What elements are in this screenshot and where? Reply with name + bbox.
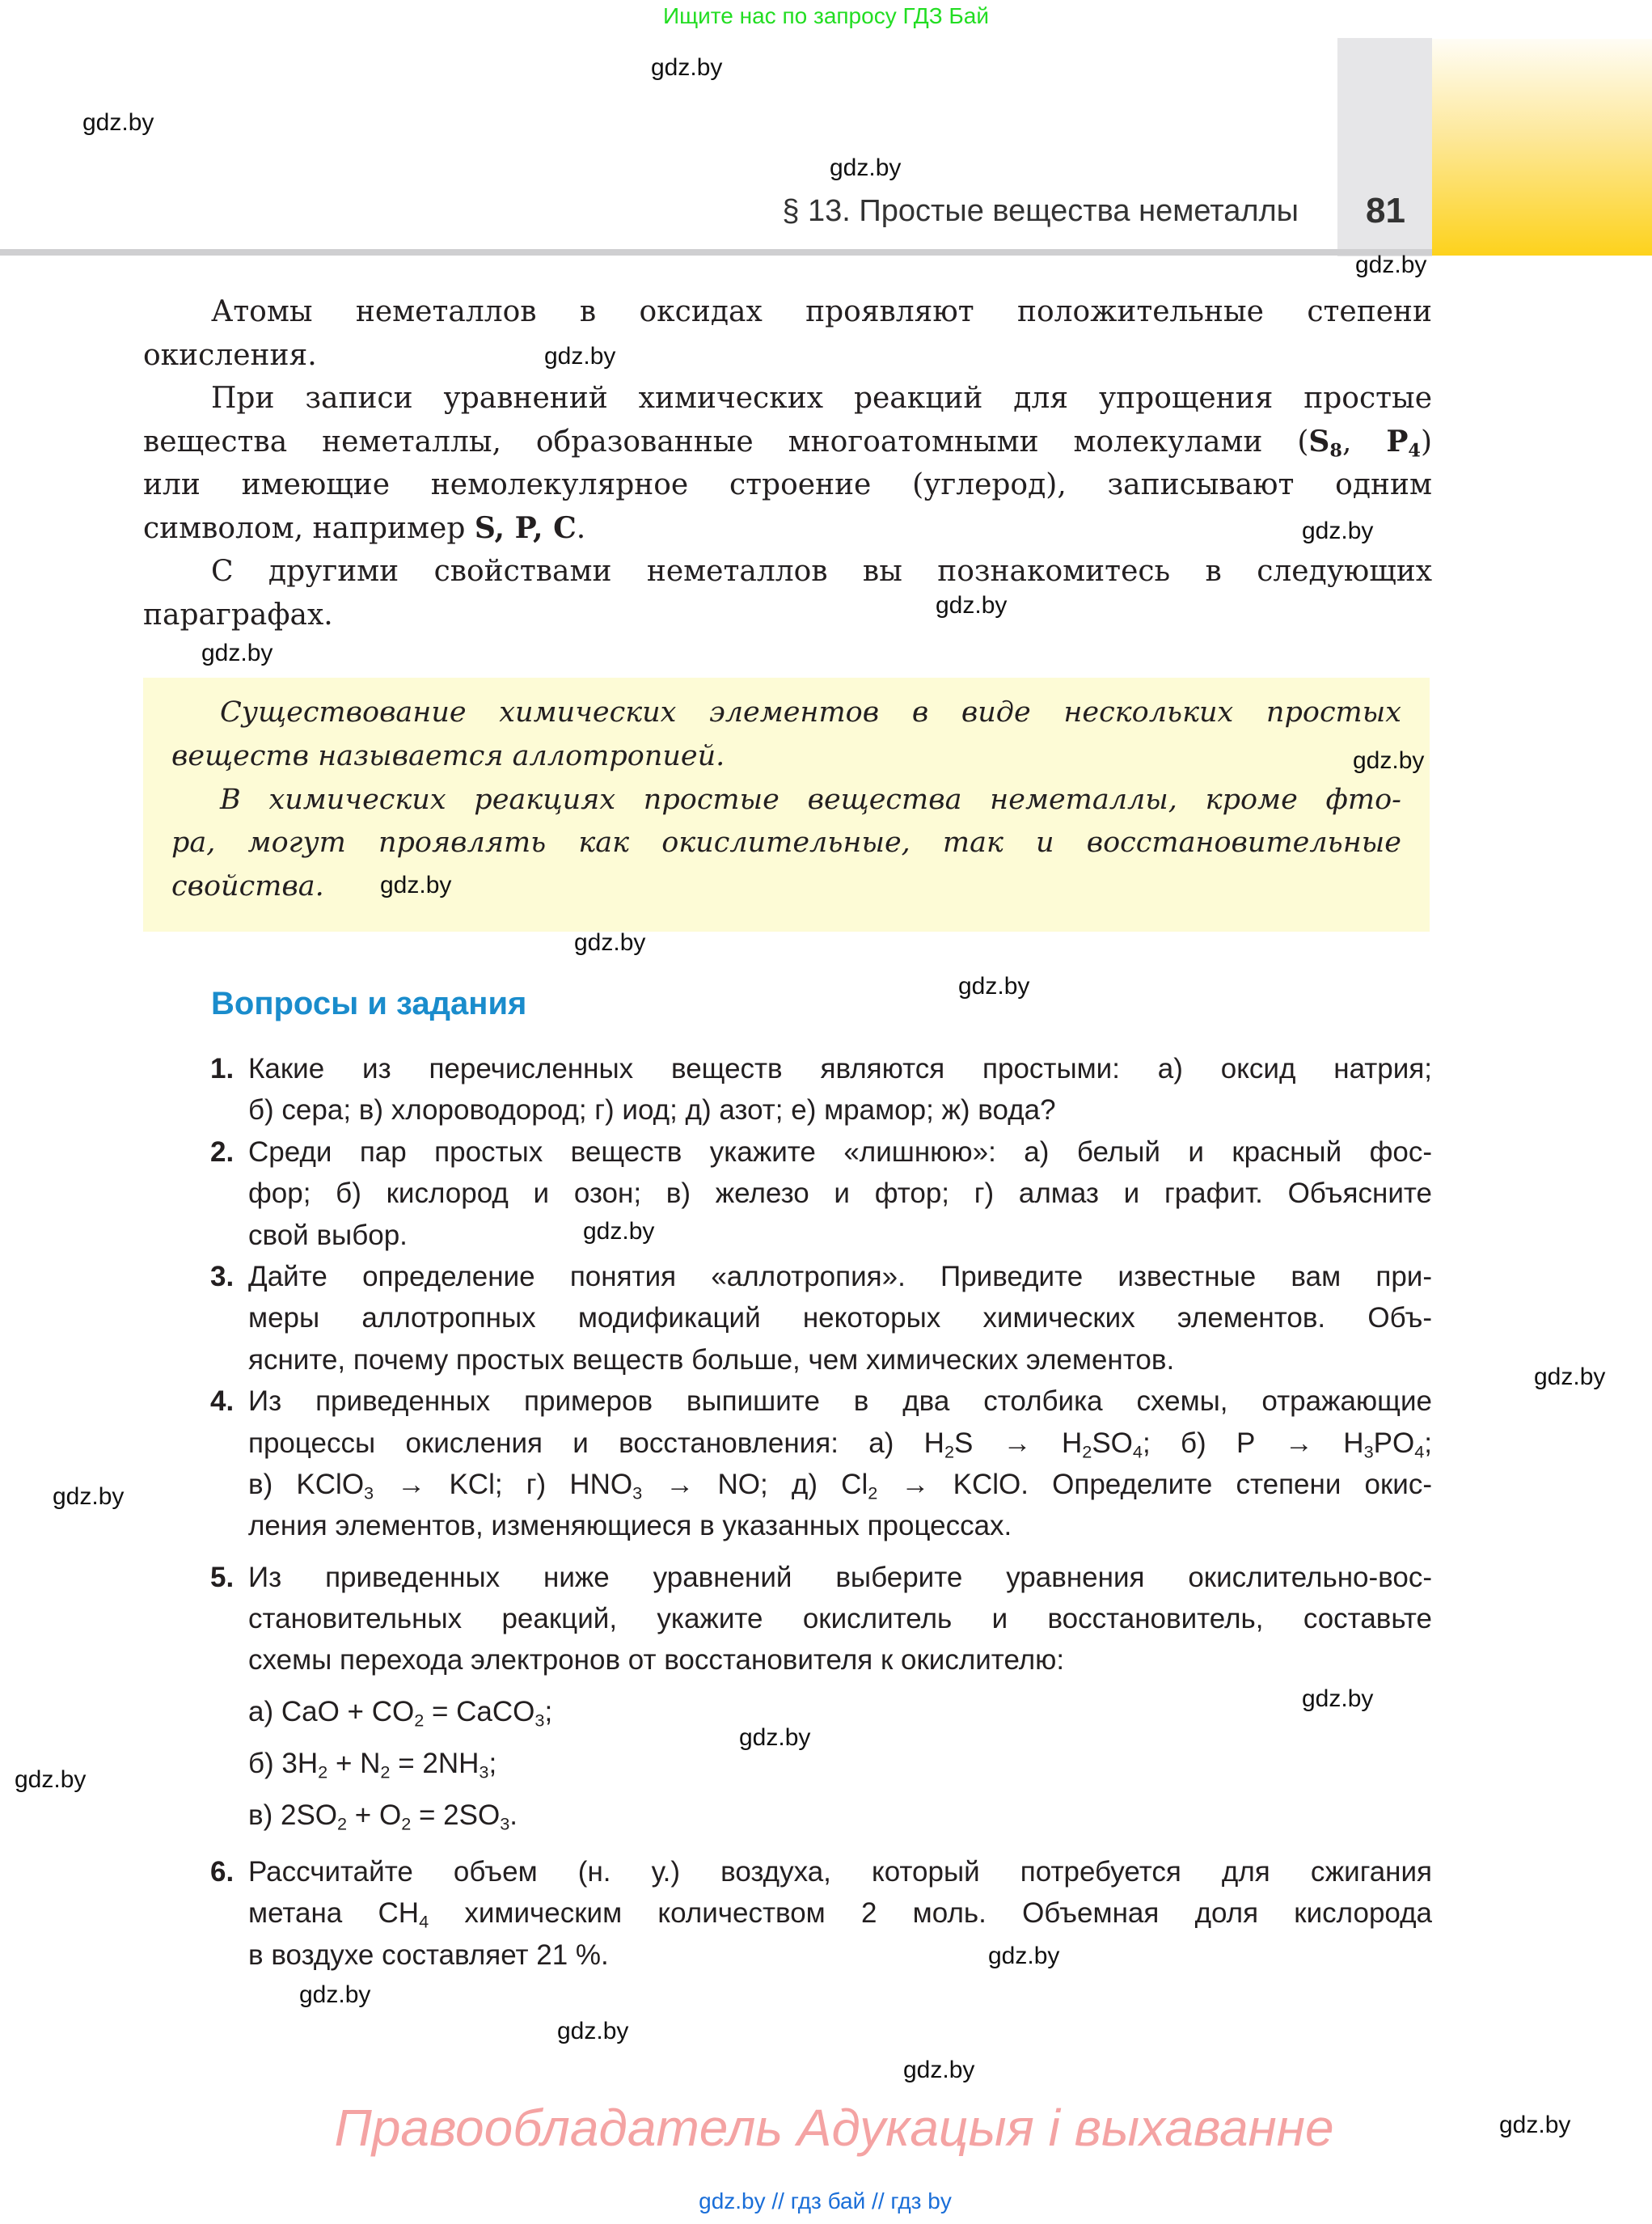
subscript: 4 — [1414, 1441, 1425, 1462]
equation — [248, 1790, 1432, 1841]
text-span: окисления. — [143, 338, 317, 372]
text-span: S — [1308, 424, 1330, 459]
text-span: = 2SO — [411, 1799, 501, 1831]
text-line — [143, 550, 1432, 594]
text-line — [143, 421, 1432, 464]
definition-box — [143, 678, 1430, 932]
text-line — [171, 735, 1401, 779]
subscript: 3 — [479, 1761, 489, 1782]
text-line — [171, 779, 1401, 822]
text-line — [248, 1256, 1432, 1297]
watermark: gdz.by — [739, 1724, 811, 1751]
text-span: = 2NH — [390, 1747, 480, 1779]
text-span: ; — [1424, 1427, 1433, 1459]
text-span: PO — [1373, 1427, 1415, 1459]
text-line — [248, 1215, 1432, 1256]
text-span: или имеющие немолекулярное строение (углерод), записывают одним — [143, 468, 1432, 501]
subscript: 2 — [380, 1761, 391, 1782]
subscript: 2 — [414, 1710, 425, 1731]
question-item — [210, 1048, 1432, 1131]
text-span: Среди пар простых веществ укажите «лишнюю»: а) белый и красный фос- — [248, 1135, 1432, 1168]
text-span: ясните, почему простых веществ больше, чем химических элементов. — [248, 1343, 1175, 1376]
text-line — [143, 334, 1432, 378]
text-span: Из приведенных ниже уравнений выберите уравнения окислительно-вос- — [248, 1561, 1432, 1593]
subscript: 3 — [534, 1710, 545, 1731]
subscript: 4 — [1408, 440, 1421, 462]
text-span: б) сера; в) хлороводород; г) иод; д) азот; е) мрамор; ж) вода? — [248, 1094, 1056, 1127]
text-span: , — [1341, 425, 1387, 459]
text-span: параграфах. — [143, 598, 333, 632]
watermark: gdz.by — [1499, 2112, 1571, 2138]
text-line — [248, 1851, 1432, 1892]
questions-heading: Вопросы и задания — [211, 986, 527, 1021]
watermark: gdz.by — [82, 109, 154, 136]
text-line — [248, 1464, 1432, 1505]
text-span: становительных реакций, укажите окислитель и восстановитель, составьте — [248, 1603, 1432, 1635]
search-banner[interactable]: Ищите нас по запросу ГДЗ Бай — [662, 3, 990, 28]
footer-links[interactable]: gdz.by // гдз бай // гдз by — [699, 2188, 952, 2213]
text-span: процессы окисления и восстановления: а) H — [248, 1427, 944, 1459]
text-line — [248, 1297, 1432, 1338]
header-rule — [0, 249, 1432, 256]
text-line — [171, 822, 1401, 865]
text-span: фор; б) кислород и озон; в) железо и фтор; г) алмаз и графит. Объясните — [248, 1178, 1432, 1210]
question-number: 3. — [210, 1260, 234, 1292]
text-span: = CaCO — [424, 1695, 535, 1727]
text-span: ; — [544, 1695, 553, 1727]
subscript: 8 — [1329, 440, 1342, 462]
question-number: 1. — [210, 1053, 234, 1085]
text-span: В химических реакциях простые вещества неметаллы, кроме фто- — [220, 783, 1401, 816]
text-span: ; б) P → H — [1142, 1427, 1364, 1459]
text-span: Из приведенных примеров выпишите в два столбика схемы, отражающие — [248, 1385, 1432, 1418]
text-span: Существование химических элементов в виде нескольких простых — [220, 696, 1401, 729]
watermark: gdz.by — [53, 1483, 125, 1510]
text-span: S, P, C — [474, 510, 577, 545]
text-span: + N — [327, 1747, 381, 1779]
text-span: свой выбор. — [248, 1219, 408, 1251]
text-span: схемы перехода электронов от восстановителя к окислителю: — [248, 1644, 1065, 1676]
question-item — [210, 1851, 1432, 1976]
text-line — [143, 463, 1432, 507]
watermark: gdz.by — [583, 1218, 655, 1245]
text-span: вещества неметаллы, образованные многоатомными молекулами ( — [143, 425, 1309, 459]
text-span: → NO; д) Cl — [642, 1468, 868, 1500]
text-line — [143, 594, 1432, 637]
text-span: Рассчитайте объем (н. у.) воздуха, который потребуется для сжигания — [248, 1855, 1432, 1888]
text-span: а) CaO + CO — [248, 1695, 415, 1727]
question-item — [210, 1256, 1432, 1380]
watermark: gdz.by — [15, 1766, 87, 1793]
text-line — [171, 865, 1401, 909]
watermark: gdz.by — [299, 1981, 371, 2008]
text-span: SO — [1092, 1427, 1133, 1459]
text-line — [143, 290, 1432, 334]
text-span: P — [1386, 424, 1409, 459]
text-span: → KClO. Определите степени окис- — [877, 1468, 1433, 1500]
subscript: 3 — [1363, 1441, 1374, 1462]
watermark: gdz.by — [574, 929, 646, 956]
watermark: gdz.by — [544, 343, 616, 370]
running-head: § 13. Простые вещества неметаллы — [782, 194, 1299, 228]
text-span: ; — [488, 1747, 497, 1779]
questions-list — [210, 1048, 1432, 1976]
question-number: 2. — [210, 1135, 234, 1168]
subscript: 2 — [318, 1761, 328, 1782]
text-line — [248, 1598, 1432, 1639]
subscript: 4 — [1132, 1441, 1143, 1462]
watermark: gdz.by — [830, 154, 902, 181]
watermark: gdz.by — [201, 640, 273, 666]
question-number: 6. — [210, 1855, 234, 1888]
watermark: gdz.by — [1302, 518, 1374, 544]
text-line — [248, 1131, 1432, 1173]
watermark: gdz.by — [988, 1943, 1060, 1969]
text-span: Атомы неметаллов в оксидах проявляют положительные степени — [211, 295, 1432, 328]
subscript: 2 — [868, 1482, 878, 1503]
question-number: 4. — [210, 1385, 234, 1418]
question-item — [210, 1557, 1432, 1841]
text-span: S → H — [954, 1427, 1083, 1459]
text-span: меры аллотропных модификаций некоторых химических элементов. Объ- — [248, 1302, 1432, 1334]
text-span: + O — [347, 1799, 402, 1831]
watermark: gdz.by — [1353, 747, 1425, 774]
watermark: gdz.by — [936, 592, 1008, 619]
watermark: gdz.by — [1534, 1364, 1606, 1390]
watermark: gdz.by — [651, 54, 723, 81]
text-span: метана CH — [248, 1897, 420, 1930]
subscript: 2 — [1082, 1441, 1092, 1462]
text-span: . — [509, 1799, 518, 1831]
question-item — [210, 1131, 1432, 1256]
question-item — [210, 1380, 1432, 1547]
text-span: веществ называется аллотропией. — [171, 739, 725, 772]
text-line — [143, 507, 1432, 551]
text-line — [143, 377, 1432, 421]
text-span: → KCl; г) HNO — [374, 1468, 633, 1500]
text-span: ) — [1420, 425, 1432, 459]
text-span: в) 2SO — [248, 1799, 338, 1831]
text-span: б) 3H — [248, 1747, 319, 1779]
page-number: 81 — [1366, 191, 1405, 230]
equation — [248, 1686, 1432, 1738]
text-line — [248, 1089, 1432, 1131]
watermark: gdz.by — [1355, 252, 1427, 278]
text-line — [248, 1339, 1432, 1380]
text-line — [248, 1423, 1432, 1464]
text-line — [248, 1173, 1432, 1214]
text-span: Какие из перечисленных веществ являются простыми: а) оксид натрия; — [248, 1053, 1432, 1085]
subscript: 3 — [632, 1482, 643, 1503]
subscript: 2 — [944, 1441, 955, 1462]
rights-notice: Правообладатель Адукацыя і выхаванне — [334, 2099, 1334, 2157]
text-line — [248, 1505, 1432, 1546]
body-text — [143, 290, 1432, 636]
watermark: gdz.by — [903, 2057, 975, 2083]
subscript: 2 — [401, 1813, 412, 1834]
text-span: символом, например — [143, 511, 475, 545]
question-number: 5. — [210, 1561, 234, 1593]
text-line — [248, 1639, 1432, 1681]
page-corner-decoration — [1432, 39, 1652, 256]
text-span: свойства. — [171, 870, 324, 903]
subscript: 3 — [500, 1813, 510, 1834]
equation — [248, 1738, 1432, 1790]
text-span: в) KClO — [248, 1468, 365, 1500]
text-span: . — [576, 511, 586, 545]
subscript: 2 — [337, 1813, 348, 1834]
text-span: При записи уравнений химических реакций для упрощения простые — [211, 382, 1432, 415]
text-span: химическим количеством 2 моль. Объемная доля кислорода — [429, 1897, 1432, 1930]
watermark: gdz.by — [958, 973, 1030, 1000]
watermark: gdz.by — [380, 872, 452, 898]
text-span: С другими свойствами неметаллов вы познакомитесь в следующих — [211, 555, 1432, 588]
watermark: gdz.by — [557, 2018, 629, 2044]
text-span: Дайте определение понятия «аллотропия». Приведите известные вам при- — [248, 1260, 1432, 1292]
text-span: ления элементов, изменяющиеся в указанных процессах. — [248, 1510, 1012, 1542]
text-line — [171, 691, 1401, 735]
text-line — [248, 1892, 1432, 1934]
text-line — [248, 1934, 1432, 1976]
watermark: gdz.by — [1302, 1685, 1374, 1712]
text-span: ра, могут проявлять как окислительные, так и восстановительные — [171, 827, 1401, 860]
text-line — [248, 1557, 1432, 1598]
text-line — [248, 1380, 1432, 1422]
subscript: 3 — [364, 1482, 374, 1503]
subscript: 4 — [419, 1911, 429, 1932]
text-line — [248, 1048, 1432, 1089]
text-span: в воздухе составляет 21 %. — [248, 1939, 609, 1971]
